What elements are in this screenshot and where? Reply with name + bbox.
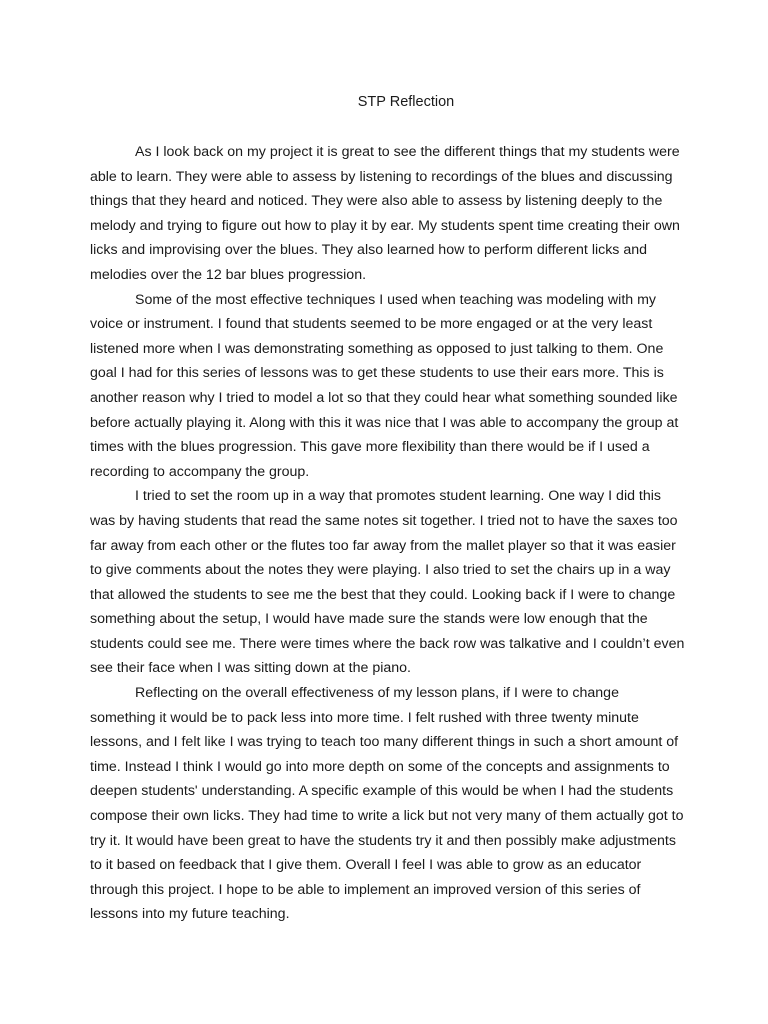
paragraph-3: I tried to set the room up in a way that promotes student learning. One way I did this was by having students that read the same notes sit together. I tried not to have the saxes too far away from each other or the flutes too far away from the mallet player so that it was easier to give comments about the notes they were playing. I also tried to set the chairs up in a way that allowed the students to see me the best that they could. Looking back if I were to change something about the setup, I would have made sure the stands were low enough that the students could see me. There were times where the back row was talkative and I couldn’t even see their face when I was sitting down at the piano. [90, 488, 685, 677]
paragraph-1: As I look back on my project it is great to see the different things that my students were able to learn. They were able to assess by listening to recordings of the blues and discussing things that they heard and noticed. They were also able to assess by listening deeply to the melody and trying to figure out how to play it by ear. My students spent time creating their own licks and improvising over the blues. They also learned how to perform different licks and melodies over the 12 bar blues progression. [90, 144, 680, 283]
paragraph-4: Reflecting on the overall effectiveness of my lesson plans, if I were to change something it would be to pack less into more time. I felt rushed with three twenty minute lessons, and I felt like I was trying to teach too many different things in such a short amount of time. Instead I think I would go into more depth on some of the concepts and assignments to deepen students' understanding. A specific example of this would be when I had the students compose their own licks. They had time to write a lick but not very many of them actually got to try it. It would have been great to have the students try it and then possibly make adjustments to it based on feedback that I give them. Overall I feel I was able to grow as an educator through this project. I hope to be able to implement an improved version of this series of lessons into my future teaching. [90, 685, 684, 923]
document-body [90, 140, 688, 927]
paragraph-2: Some of the most effective techniques I used when teaching was modeling with my voice or instrument. I found that students seemed to be more engaged or at the very least listened more when I was demonstrating something as opposed to just talking to them. One goal I had for this series of lessons was to get these students to use their ears more. This is another reason why I tried to model a lot so that they could hear what something sounded like before actually playing it. Along with this it was nice that I was able to accompany the group at times with the blues progression. This gave more flexibility than there would be if I used a recording to accompany the group. [90, 291, 679, 480]
document-title: STP Reflection [357, 94, 455, 110]
